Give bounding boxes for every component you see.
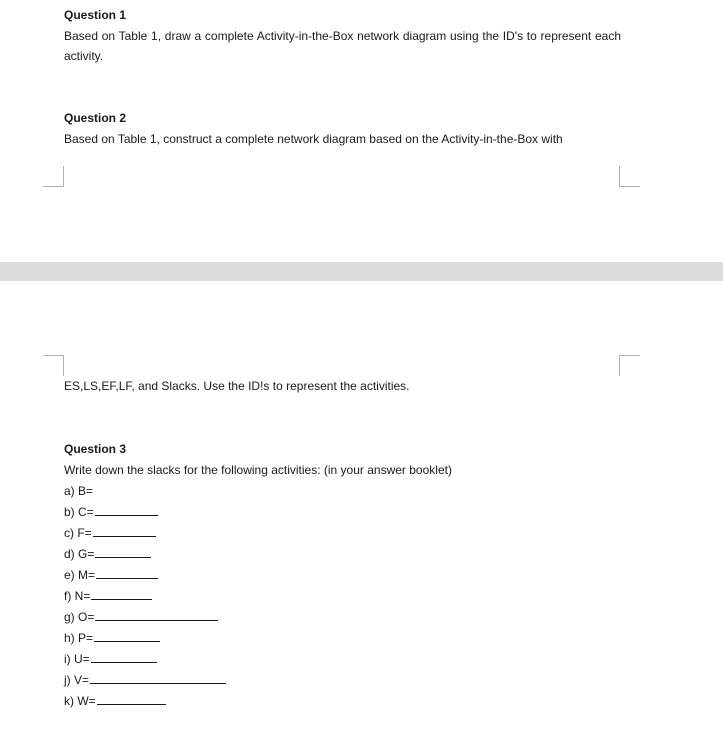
answer-item [64, 608, 218, 625]
answer-item [64, 629, 160, 646]
answer-blank-line [93, 524, 156, 537]
answer-item-label: b) C= [64, 505, 94, 519]
answer-blank-line [95, 545, 151, 558]
answer-item-label: k) W= [64, 694, 96, 708]
answer-blank-line [95, 503, 158, 516]
question-3-heading: Question 3 [64, 442, 127, 456]
answer-item [64, 671, 226, 688]
answer-item-label: a) B= [64, 484, 94, 498]
answer-item [64, 587, 152, 604]
answer-item-label: h) P= [64, 631, 94, 645]
question-2-text: Based on Table 1, construct a complete network diagram based on the Activity-in-the-Box with [64, 132, 563, 146]
answer-item [64, 483, 93, 499]
answer-blank-line [90, 671, 226, 684]
page-margin-corner-top-left [43, 166, 64, 187]
question-1-text: Based on Table 1, draw a complete Activity-in-the-Box network diagram using the ID's to represent each activity. [64, 29, 621, 63]
answer-item [64, 650, 157, 667]
answer-item-label: i) U= [64, 652, 90, 666]
page-margin-corner-bottom-right [619, 355, 640, 376]
answer-item [64, 524, 156, 541]
answer-item-label: e) M= [64, 568, 96, 582]
answer-item [64, 566, 158, 583]
answer-blank-line [95, 608, 218, 621]
answer-blank-line [97, 692, 166, 705]
answer-item [64, 545, 151, 562]
answer-blank-line [94, 629, 160, 642]
question-2-heading: Question 2 [64, 111, 127, 125]
answer-item-label: c) F= [64, 526, 92, 540]
page-margin-corner-bottom-left [43, 355, 64, 376]
answer-blank-line [91, 650, 157, 663]
answer-blank-line [96, 566, 158, 579]
answer-item-label: j) V= [64, 673, 90, 687]
question-1-heading: Question 1 [64, 8, 127, 22]
answer-blank-line [91, 587, 152, 600]
page-break-gap [0, 262, 723, 281]
answer-item-label: g) O= [64, 610, 95, 624]
question-3-intro: Write down the slacks for the following activities: (in your answer booklet) [64, 463, 452, 477]
question-2-continued-text: ES,LS,EF,LF, and Slacks. Use the ID!s to represent the activities. [64, 379, 410, 393]
answer-item [64, 503, 158, 520]
answer-item-label: f) N= [64, 589, 91, 603]
page-margin-corner-top-right [619, 166, 640, 187]
answer-item [64, 692, 166, 709]
answer-item-label: d) G= [64, 547, 95, 561]
